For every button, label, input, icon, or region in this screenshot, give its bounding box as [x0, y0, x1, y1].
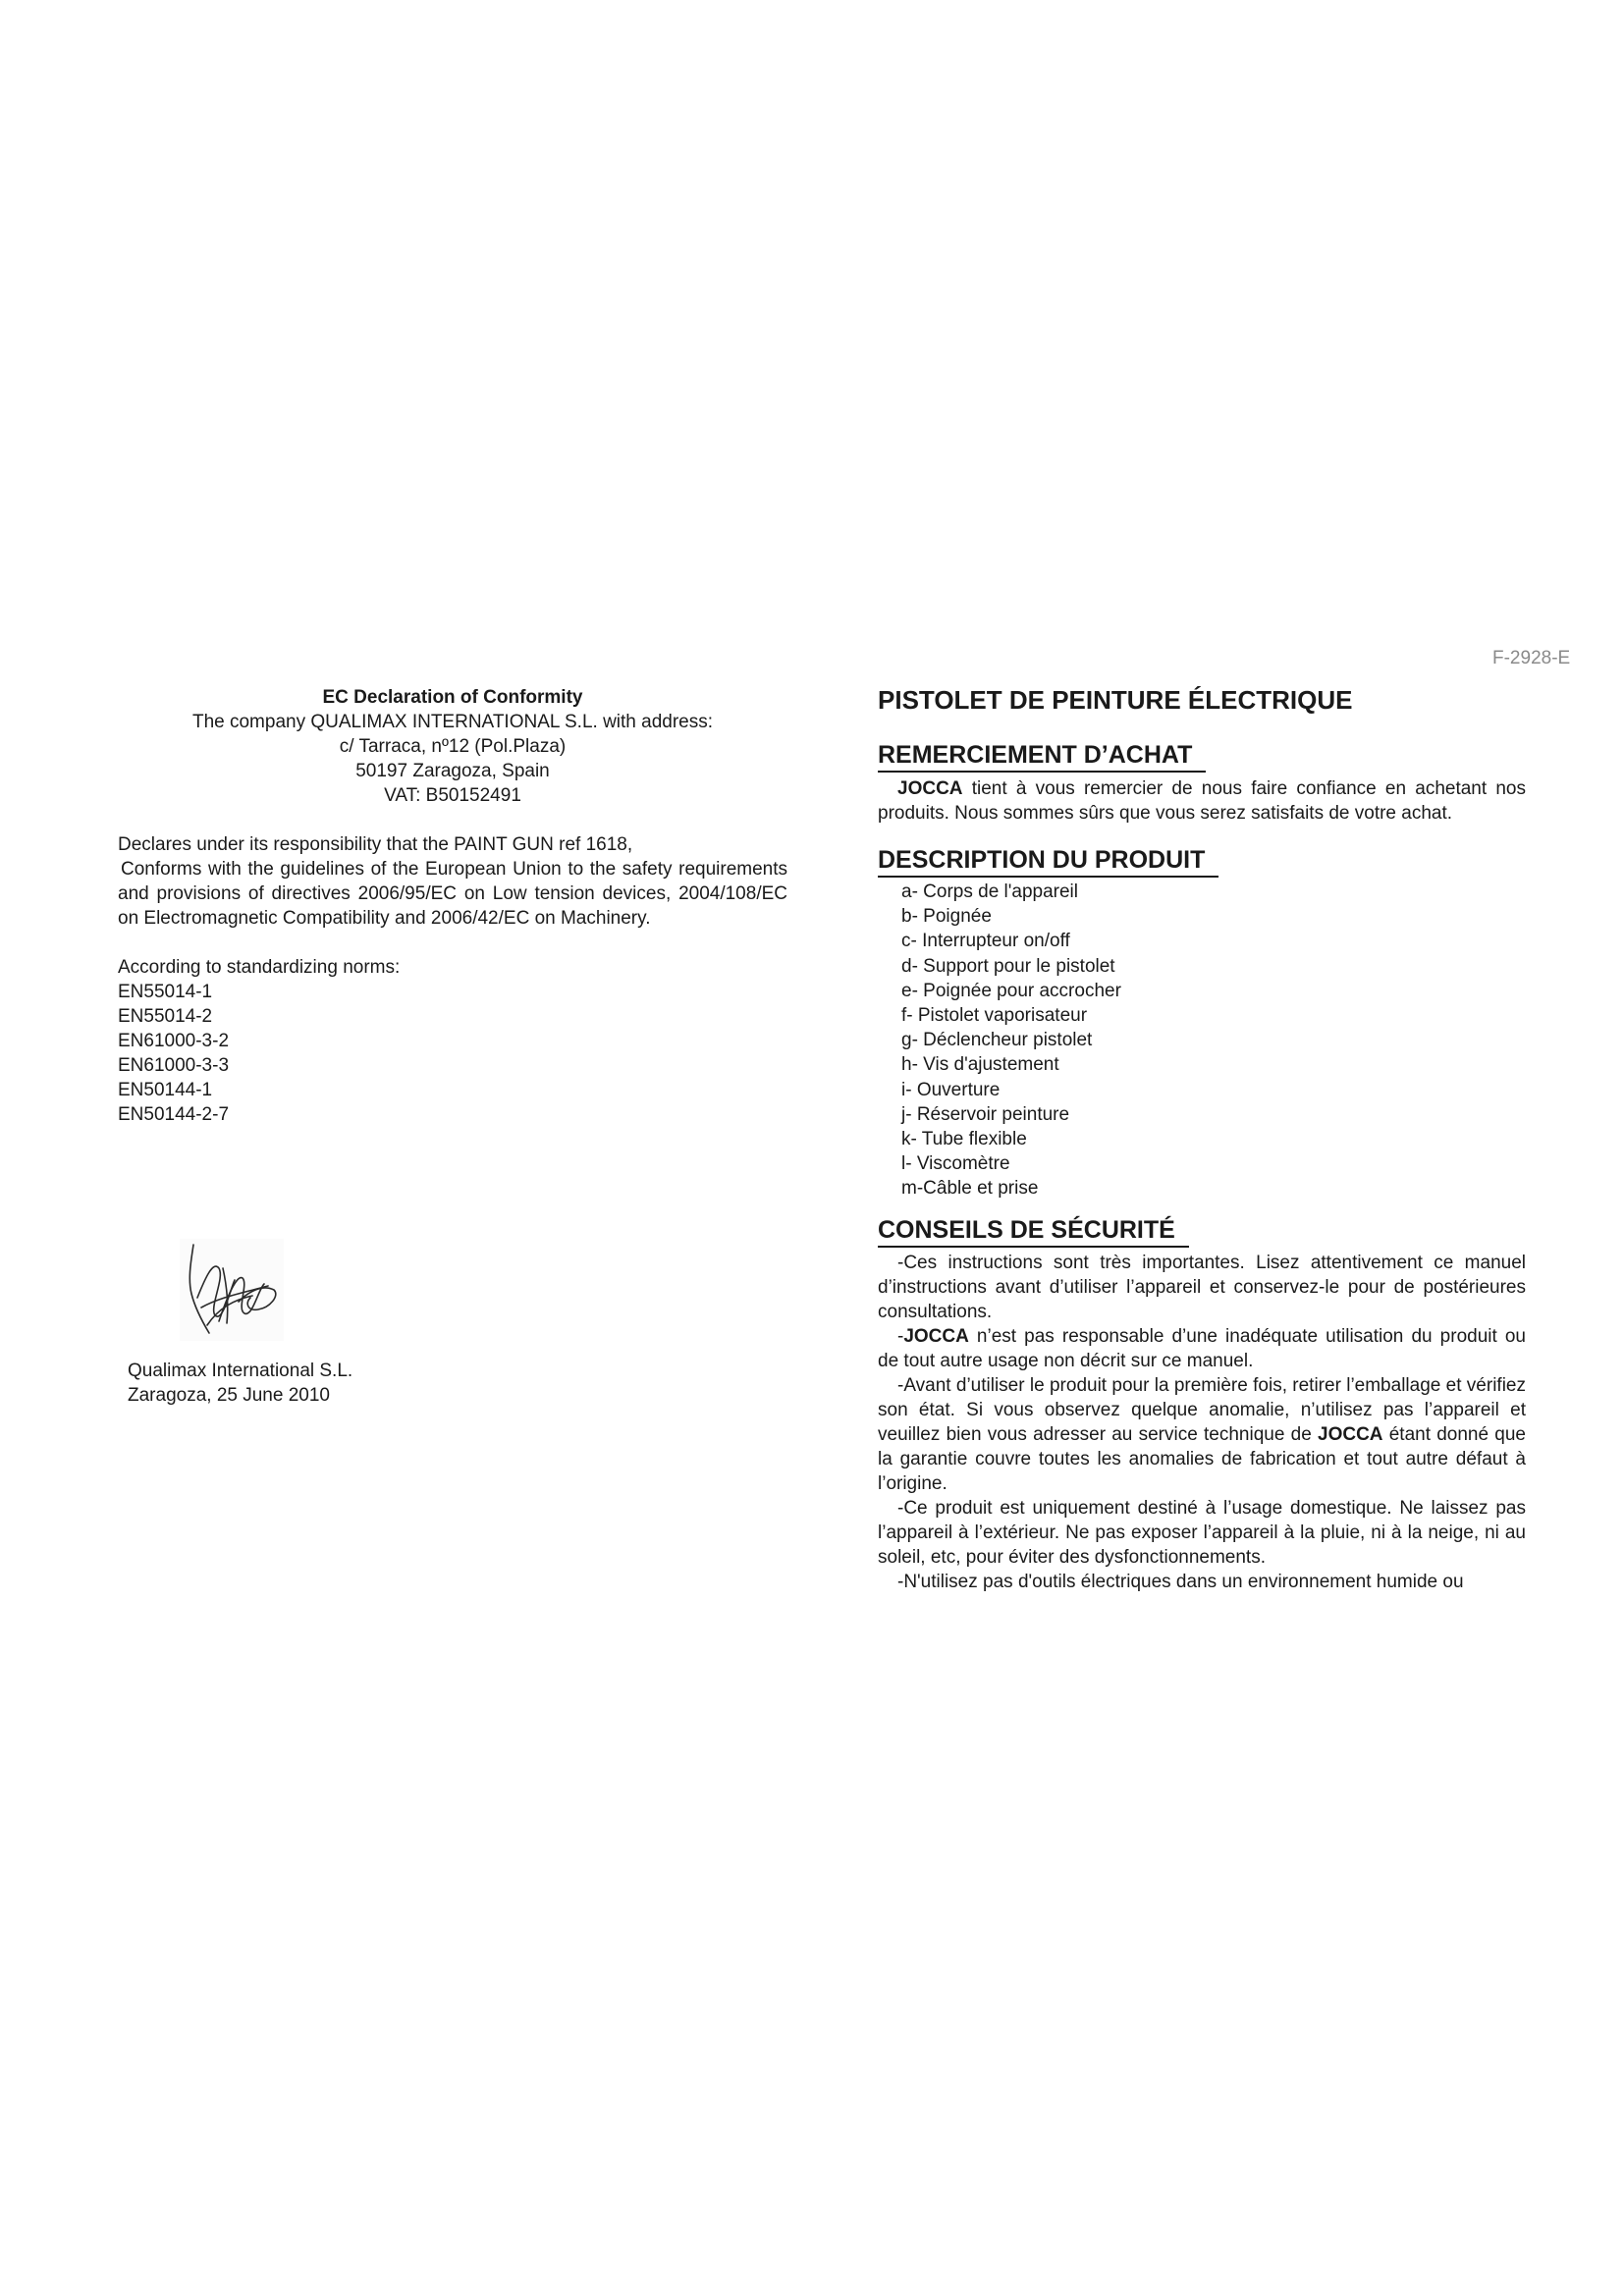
safety-paragraph: -N'utilisez pas d'outils électriques dans un environnement humide ou	[897, 1571, 1464, 1592]
address-line: The company QUALIMAX INTERNATIONAL S.L. with address:	[191, 712, 714, 732]
thanks-text	[878, 776, 1526, 826]
ec-declaration-title: EC Declaration of Conformity	[322, 687, 583, 708]
norm-item: EN61000-3-3	[118, 1055, 230, 1076]
norm-item: EN50144-1	[118, 1080, 213, 1100]
signatory-block	[128, 1359, 352, 1408]
list-item: m-Câble et prise	[901, 1178, 1039, 1200]
safety-paragraph: -Ces instructions sont très importantes. Lisez attentivement ce manuel d’instructions avant d’utiliser l’appareil et conservez-le pour de postérieures consultations.	[878, 1252, 1526, 1322]
norm-item: EN50144-2-7	[118, 1104, 230, 1125]
ec-declaration	[118, 685, 787, 1127]
list-item: i- Ouverture	[901, 1079, 1001, 1100]
document-reference: F-2928-E	[1492, 648, 1571, 668]
list-item: d- Support pour le pistolet	[901, 955, 1115, 977]
safety-text: -Avant d’utiliser le produit pour la première fois, retirer l’emballage et vérifiez son état. Si vous observez quelque anomalie, n’utilisez pas l’appareil et veuillez bien vous adresser au service technique de	[878, 1374, 1526, 1445]
description-list	[878, 880, 1526, 1201]
manual-page	[878, 683, 1526, 1594]
safety-dash: -	[897, 1325, 904, 1347]
safety-paragraph	[878, 1324, 1526, 1373]
list-item: k- Tube flexible	[901, 1129, 1027, 1150]
safety-paragraph: -Ce produit est uniquement destiné à l’usage domestique. Ne laissez pas l’appareil à l’extérieur. Ne pas exposer l’appareil à la pluie, ni à la neige, ni au soleil, etc, pour éviter des dysfonctionnements.	[878, 1497, 1526, 1568]
list-item: f- Pistolet vaporisateur	[901, 1005, 1088, 1027]
norms-list	[118, 980, 787, 1127]
brand-name: JOCCA	[903, 1325, 969, 1347]
list-item: l- Viscomètre	[901, 1153, 1010, 1175]
safety-paragraph	[878, 1373, 1526, 1496]
address-line: VAT: B50152491	[384, 785, 521, 806]
brand-name: JOCCA	[897, 778, 963, 799]
address-line: c/ Tarraca, nº12 (Pol.Plaza)	[339, 736, 567, 757]
list-item: e- Poignée pour accrocher	[901, 980, 1121, 1001]
norm-item: EN61000-3-2	[118, 1031, 230, 1051]
safety-title: CONSEILS DE SÉCURITÉ	[878, 1215, 1189, 1248]
safety-text: n’est pas responsable d’une inadéquate utilisation du produit ou de tout autre usage non décrit sur ce manuel.	[878, 1325, 1526, 1371]
list-item: h- Vis d'ajustement	[901, 1054, 1059, 1076]
safety-text: étant donné que la garantie couvre toutes les anomalies de fabrication et tout autre défaut à l’origine.	[878, 1423, 1526, 1494]
list-item: c- Interrupteur on/off	[901, 931, 1070, 952]
list-item: b- Poignée	[901, 906, 992, 928]
thanks-title: REMERCIEMENT D’ACHAT	[878, 740, 1206, 773]
norm-item: EN55014-2	[118, 1006, 213, 1027]
main-title: PISTOLET DE PEINTURE ÉLECTRIQUE	[878, 685, 1353, 715]
norm-item: EN55014-1	[118, 982, 213, 1002]
list-item: j- Réservoir peinture	[901, 1103, 1070, 1125]
signatory-place-date: Zaragoza, 25 June 2010	[128, 1385, 330, 1406]
list-item: a- Corps de l'appareil	[901, 881, 1078, 902]
norms-intro: According to standardizing norms:	[118, 957, 401, 978]
conforms-text: Conforms with the guidelines of the European Union to the safety requirements and provisions of directives 2006/95/EC on Low tension devices, 2004/108/EC on Electromagnetic Compatibility and 2006/42/EC on Machinery.	[118, 859, 787, 929]
address-line: 50197 Zaragoza, Spain	[355, 761, 550, 781]
declares-text: Declares under its responsibility that the PAINT GUN ref 1618,	[118, 834, 633, 855]
handwritten-signature	[180, 1239, 284, 1341]
thanks-body: tient à vous remercier de nous faire confiance en achetant nos produits. Nous sommes sûrs que vous serez satisfaits de votre achat.	[878, 778, 1526, 824]
description-title: DESCRIPTION DU PRODUIT	[878, 845, 1218, 878]
brand-name: JOCCA	[1318, 1423, 1383, 1445]
signatory-company: Qualimax International S.L.	[128, 1361, 353, 1381]
safety-section	[878, 1251, 1526, 1594]
list-item: g- Déclencheur pistolet	[901, 1030, 1093, 1051]
